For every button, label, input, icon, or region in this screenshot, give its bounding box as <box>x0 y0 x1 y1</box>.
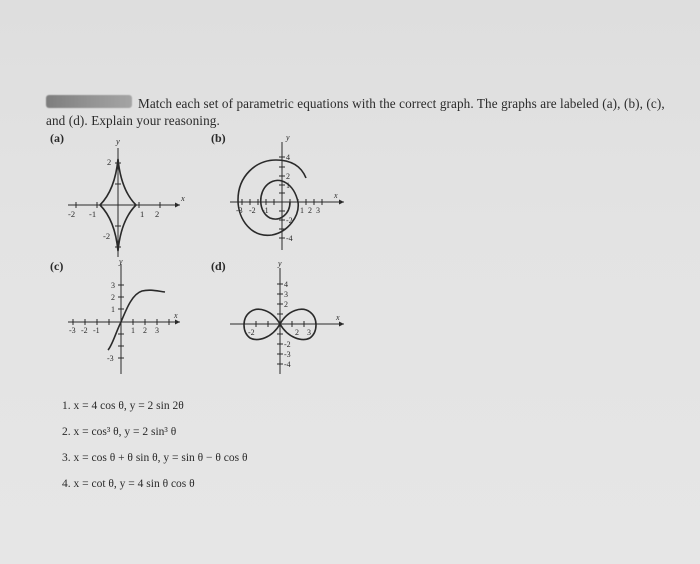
graph-b-x-tick-label: 3 <box>316 206 320 215</box>
graph-b-y-axis-label: y <box>286 133 290 142</box>
graph-a-y-tick-label: 2 <box>107 157 112 167</box>
graph-a-y-axis-label: y <box>116 136 120 146</box>
graph-c-y-tick-label: -3 <box>107 354 114 363</box>
graph-a-x-axis-label: x <box>181 193 185 203</box>
graph-a-y-tick-label: -2 <box>103 231 111 241</box>
equation-2 <box>62 426 176 438</box>
graph-c-x-tick-label: -2 <box>81 326 88 335</box>
graph-b-x-tick-label: -2 <box>249 206 256 215</box>
equation-number: 1. <box>62 400 71 412</box>
graph-a-x-tick-label: 1 <box>140 209 145 219</box>
equation-text: x = cos θ + θ sin θ, y = sin θ − θ cos θ <box>73 452 248 464</box>
equation-text: x = cos³ θ, y = 2 sin³ θ <box>73 426 177 438</box>
graph-d <box>222 259 352 382</box>
graph-c-x-tick-label: 3 <box>155 326 159 335</box>
graph-b-curve <box>238 160 306 235</box>
equation-number: 2. <box>62 426 71 438</box>
graph-d-y-tick-label: -3 <box>284 350 291 359</box>
graph-b-x-tick-label: -3 <box>236 206 243 215</box>
graph-a-label: (a) <box>50 131 64 145</box>
graph-c <box>60 257 190 382</box>
graph-d-y-tick-label: -4 <box>284 360 291 369</box>
equation-3 <box>62 452 248 464</box>
graph-b-y-tick-label: 2 <box>286 172 290 181</box>
graph-a-x-arrow <box>175 203 180 208</box>
graph-b-x-arrow <box>339 200 344 205</box>
graph-b-y-tick-label: 4 <box>286 153 290 162</box>
graph-b-x-tick-label: 2 <box>308 206 312 215</box>
graph-b-x-tick-label: -1 <box>262 206 269 215</box>
graph-c-x-tick-label: 1 <box>131 326 135 335</box>
graph-b-label: (b) <box>211 131 226 145</box>
graph-b-y-tick-label: -2 <box>286 216 293 225</box>
graph-c-curve <box>108 290 165 350</box>
graph-d-y-tick-label: -2 <box>284 340 291 349</box>
graph-b-y-tick-label: -4 <box>286 234 293 243</box>
graph-d-x-axis-label: x <box>336 313 340 322</box>
graph-b <box>222 132 352 262</box>
graph-c-x-tick-label: -1 <box>93 326 100 335</box>
graph-c-x-tick-label: -3 <box>69 326 76 335</box>
graph-a-x-tick-label: 2 <box>155 209 160 219</box>
equation-number: 3. <box>62 452 71 464</box>
graph-c-y-tick-label: 2 <box>111 293 115 302</box>
graph-d-y-tick-label: 3 <box>284 290 288 299</box>
graph-c-x-tick-label: 2 <box>143 326 147 335</box>
equation-4 <box>62 478 195 490</box>
graph-b-y-tick-label: 1 <box>286 181 290 190</box>
graph-c-x-axis-label: x <box>174 311 178 320</box>
equation-text: x = 4 cos θ, y = 2 sin 2θ <box>73 400 184 412</box>
graph-d-label: (d) <box>211 259 226 273</box>
graph-c-label: (c) <box>50 259 64 273</box>
graph-b-x-tick-label: 1 <box>300 206 304 215</box>
blurred-exercise-number <box>46 95 132 108</box>
graph-d-y-axis-label: y <box>278 259 282 268</box>
graph-d-x-tick-label: 3 <box>307 328 311 337</box>
graph-a-x-tick-label: -1 <box>89 209 97 219</box>
graph-c-y-tick-label: 1 <box>111 305 115 314</box>
instruction-line-1: Match each set of parametric equations with the correct graph. The graphs are labeled (a), (b), (c), <box>138 96 665 111</box>
graph-a-x-tick-label: -2 <box>68 209 76 219</box>
equation-1 <box>62 400 184 412</box>
graph-b-x-axis-label: x <box>334 191 338 200</box>
instruction-line-2: and (d). Explain your reasoning. <box>46 113 220 128</box>
graph-c-y-tick-label: 3 <box>111 281 115 290</box>
graph-d-x-arrow <box>339 322 344 327</box>
graph-a <box>60 132 190 262</box>
graph-d-x-tick-label: -2 <box>248 328 255 337</box>
graph-d-y-tick-label: 2 <box>284 300 288 309</box>
graph-c-x-arrow <box>175 320 180 325</box>
graph-c-y-axis-label: y <box>119 257 123 266</box>
graph-d-y-tick-label: 4 <box>284 280 288 289</box>
graph-d-x-tick-label: 2 <box>295 328 299 337</box>
equation-number: 4. <box>62 478 71 490</box>
equation-text: x = cot θ, y = 4 sin θ cos θ <box>73 478 195 490</box>
